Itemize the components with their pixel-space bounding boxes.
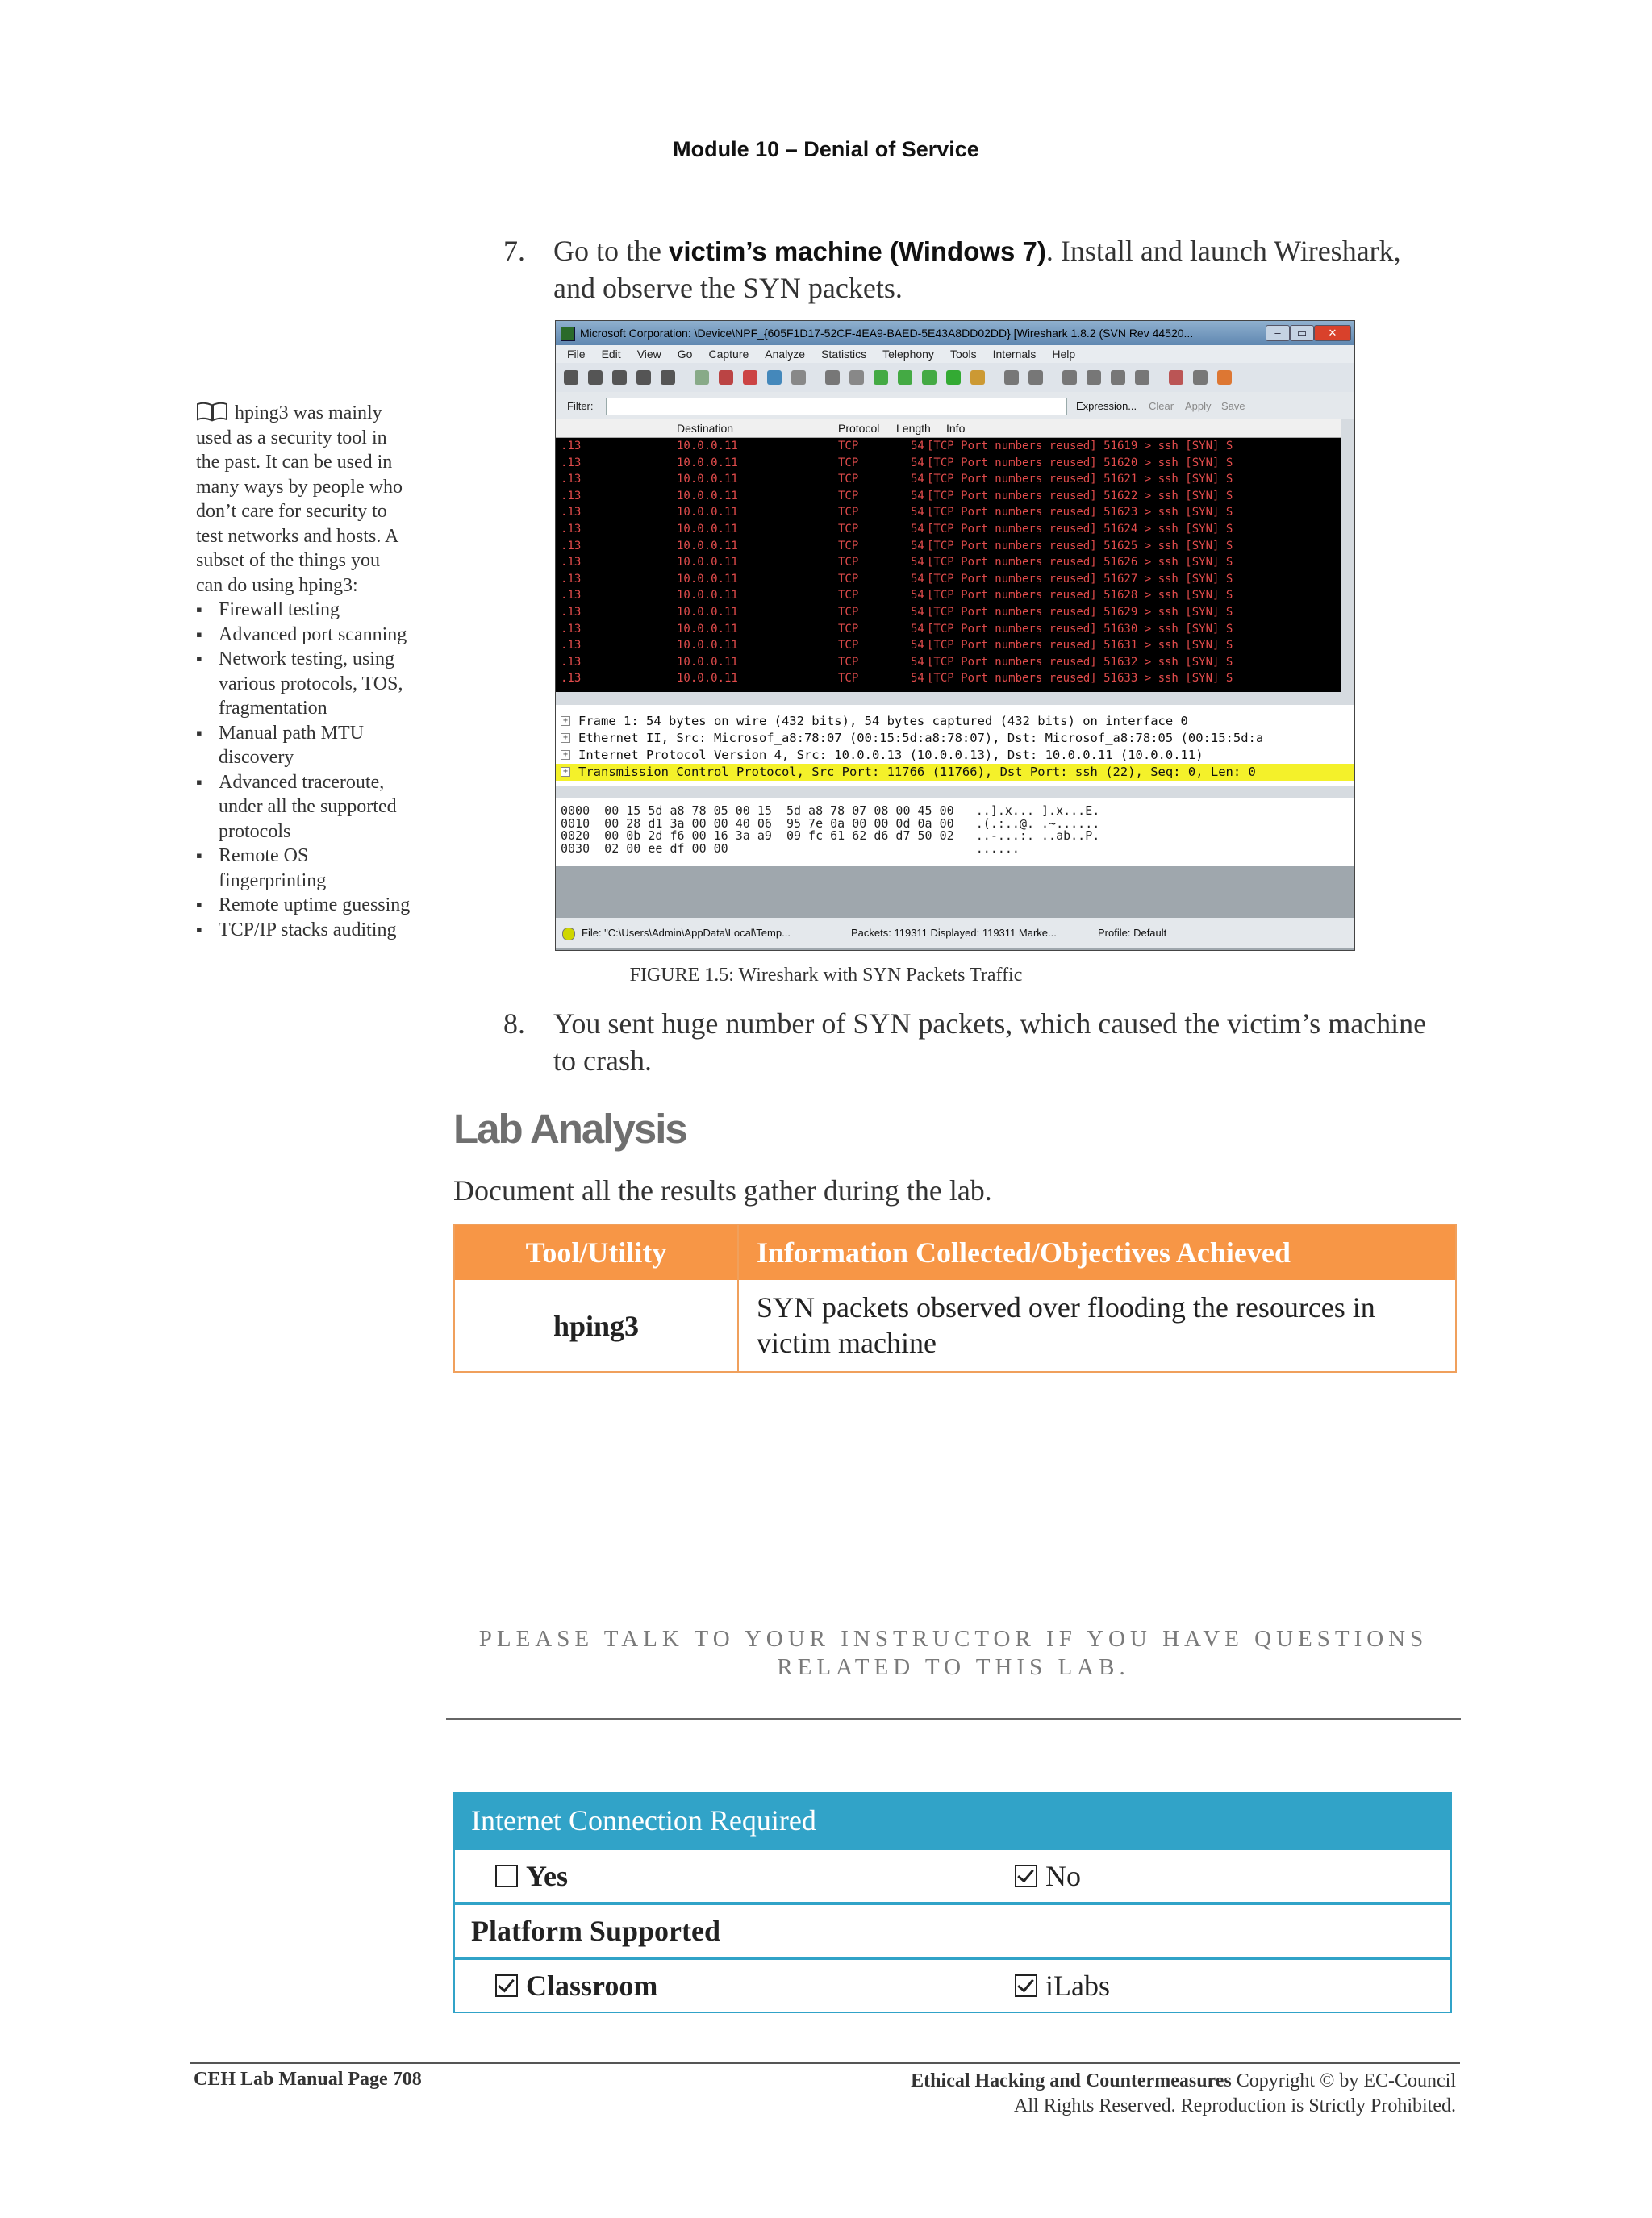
sidebar-item-line: Advanced traceroute, bbox=[219, 771, 385, 793]
menu-item: Help bbox=[1052, 348, 1076, 361]
packet-row bbox=[556, 538, 1341, 555]
packet-src: .13 bbox=[561, 672, 582, 686]
checkbox-no-icon bbox=[1015, 1865, 1037, 1887]
footer-title: Ethical Hacking and Countermeasures bbox=[911, 2070, 1232, 2091]
toolbar-icon bbox=[636, 370, 651, 385]
no-option bbox=[1015, 1850, 1081, 1902]
packet-src: .13 bbox=[561, 539, 582, 552]
menu-item: Statistics bbox=[821, 348, 867, 361]
footer-rights: All Rights Reserved. Reproduction is Strictly Prohibited. bbox=[1014, 2095, 1456, 2116]
platform-row bbox=[453, 1958, 1452, 2013]
packet-bytes bbox=[556, 798, 1354, 866]
book-icon bbox=[196, 401, 228, 422]
packet-row bbox=[556, 488, 1341, 505]
packet-src: .13 bbox=[561, 440, 582, 452]
packet-len: 54 bbox=[911, 456, 924, 469]
packet-details bbox=[556, 705, 1354, 786]
sidebar-note bbox=[196, 401, 438, 942]
footer-copyright-text: Copyright © by EC-Council bbox=[1231, 2070, 1456, 2091]
step-text-pre: Go to the bbox=[553, 235, 669, 267]
maximize-icon: ▭ bbox=[1290, 325, 1314, 341]
sidebar-intro-line: used as a security tool in bbox=[196, 427, 387, 448]
expression-button: Expression... bbox=[1076, 400, 1137, 412]
packet-info: [TCP Port numbers reused] 51624 > ssh [SYN] S bbox=[927, 523, 1233, 536]
packet-info: [TCP Port numbers reused] 51630 > ssh [SYN] S bbox=[927, 622, 1233, 636]
detail-row bbox=[556, 764, 1354, 781]
yes-label: Yes bbox=[526, 1860, 568, 1892]
apply-button: Apply bbox=[1185, 400, 1212, 412]
packet-dst: 10.0.0.11 bbox=[677, 556, 738, 569]
notice-line2: RELATED TO THIS LAB. bbox=[777, 1654, 1130, 1680]
menu-item: View bbox=[636, 348, 661, 361]
packet-src: .13 bbox=[561, 473, 582, 486]
packet-dst: 10.0.0.11 bbox=[677, 606, 738, 619]
packet-src: .13 bbox=[561, 556, 582, 569]
save-button: Save bbox=[1221, 400, 1245, 412]
requirements-table bbox=[453, 1792, 1452, 2018]
minimize-icon: – bbox=[1266, 325, 1290, 341]
classroom-option bbox=[495, 1960, 657, 2012]
filter-toolbar bbox=[556, 392, 1354, 419]
ilabs-label: iLabs bbox=[1045, 1970, 1110, 2002]
sidebar-intro-text bbox=[196, 402, 403, 596]
bytes-row: 0030 02 00 ee df 00 00 ...... bbox=[561, 840, 1020, 856]
toolbar-icon bbox=[1087, 370, 1101, 385]
packet-src: .13 bbox=[561, 639, 582, 652]
packet-info: [TCP Port numbers reused] 51628 > ssh [SYN] S bbox=[927, 589, 1233, 602]
packet-src: .13 bbox=[561, 606, 582, 619]
menu-item: Edit bbox=[601, 348, 621, 361]
toolbar-icon bbox=[661, 370, 675, 385]
packet-row bbox=[556, 521, 1341, 538]
table-cell-tool: hping3 bbox=[553, 1310, 640, 1342]
column-protocol: Protocol bbox=[838, 422, 880, 435]
packet-len: 54 bbox=[911, 606, 924, 619]
status-indicator-icon bbox=[562, 928, 575, 940]
step-number: 8. bbox=[503, 1007, 525, 1040]
expand-icon: + bbox=[561, 750, 570, 760]
internet-row bbox=[453, 1849, 1452, 1903]
toolbar-icon bbox=[612, 370, 627, 385]
clear-button: Clear bbox=[1149, 400, 1174, 412]
packet-src: .13 bbox=[561, 523, 582, 536]
toolbar-icon bbox=[970, 370, 985, 385]
packet-proto: TCP bbox=[838, 606, 859, 619]
footer-divider bbox=[190, 2062, 1460, 2064]
packet-proto: TCP bbox=[838, 506, 859, 519]
yes-option bbox=[495, 1850, 568, 1902]
bytes-row: 0010 00 28 d1 3a 00 00 40 06 95 7e 0a 00 00 0d 0a 00 .(.:..@. .~...... bbox=[561, 815, 1100, 831]
footer-page: CEH Lab Manual Page 708 bbox=[194, 2069, 422, 2090]
packet-len: 54 bbox=[911, 572, 924, 586]
packet-rows bbox=[556, 438, 1341, 692]
step-text-line2: to crash. bbox=[553, 1044, 652, 1077]
detail-text: Transmission Control Protocol, Src Port: 11766 (11766), Dst Port: ssh (22), Seq: 0, Len: 0 bbox=[578, 765, 1256, 779]
table-cell-info-line2: victim machine bbox=[757, 1327, 937, 1359]
packet-proto: TCP bbox=[838, 589, 859, 602]
toolbar-icon bbox=[767, 370, 782, 385]
column-destination: Destination bbox=[677, 422, 734, 435]
detail-text: Ethernet II, Src: Microsof_a8:78:07 (00:15:5d:a8:78:07), Dst: Microsof_a8:78:05 (00:15:5d:a bbox=[578, 731, 1264, 745]
detail-row bbox=[556, 730, 1354, 747]
packet-info: [TCP Port numbers reused] 51623 > ssh [SYN] S bbox=[927, 506, 1233, 519]
internet-heading bbox=[453, 1792, 1452, 1849]
step-number: 7. bbox=[503, 235, 525, 267]
step-text-bold: victim’s machine (Windows 7) bbox=[668, 236, 1046, 266]
step-text-line2: and observe the SYN packets. bbox=[553, 272, 903, 304]
packet-dst: 10.0.0.11 bbox=[677, 506, 738, 519]
toolbar-icon bbox=[564, 370, 578, 385]
divider bbox=[446, 1718, 1461, 1720]
detail-row bbox=[556, 713, 1354, 730]
packet-dst: 10.0.0.11 bbox=[677, 440, 738, 452]
toolbar-icon bbox=[849, 370, 864, 385]
packet-row bbox=[556, 455, 1341, 472]
packet-src: .13 bbox=[561, 655, 582, 669]
packet-src: .13 bbox=[561, 489, 582, 502]
filter-input bbox=[606, 398, 1067, 415]
step-text bbox=[553, 232, 1401, 270]
table-header-info: Information Collected/Objectives Achieved bbox=[739, 1225, 1455, 1280]
packet-dst: 10.0.0.11 bbox=[677, 489, 738, 502]
sidebar-item-line: TCP/IP stacks auditing bbox=[219, 919, 397, 940]
status-file: File: "C:\Users\Admin\AppData\Local\Temp... bbox=[582, 927, 791, 939]
packet-dst: 10.0.0.11 bbox=[677, 473, 738, 486]
detail-text: Frame 1: 54 bytes on wire (432 bits), 54 bytes captured (432 bits) on interface 0 bbox=[578, 714, 1188, 728]
main-toolbar bbox=[556, 363, 1354, 393]
no-label: No bbox=[1045, 1860, 1081, 1892]
packet-proto: TCP bbox=[838, 440, 859, 452]
packet-len: 54 bbox=[911, 589, 924, 602]
packet-dst: 10.0.0.11 bbox=[677, 622, 738, 636]
sidebar-item-line: Firewall testing bbox=[219, 599, 340, 620]
packet-proto: TCP bbox=[838, 655, 859, 669]
menu-item: Capture bbox=[708, 348, 749, 361]
packet-row bbox=[556, 604, 1341, 621]
sidebar-list-item bbox=[196, 647, 438, 721]
toolbar-icon bbox=[825, 370, 840, 385]
step-8 bbox=[503, 1005, 1471, 1079]
sidebar-intro-line: subset of the things you bbox=[196, 550, 380, 571]
toolbar-icon bbox=[1217, 370, 1232, 385]
menu-item: Internals bbox=[992, 348, 1037, 361]
packet-row bbox=[556, 621, 1341, 638]
packet-dst: 10.0.0.11 bbox=[677, 572, 738, 586]
table-header-tool: Tool/Utility bbox=[455, 1225, 737, 1280]
detail-text: Internet Protocol Version 4, Src: 10.0.0.13 (10.0.0.13), Dst: 10.0.0.11 (10.0.0.11) bbox=[578, 748, 1204, 762]
packet-proto: TCP bbox=[838, 672, 859, 686]
packet-row bbox=[556, 571, 1341, 588]
column-length: Length bbox=[896, 422, 931, 435]
packet-len: 54 bbox=[911, 639, 924, 652]
packet-proto: TCP bbox=[838, 639, 859, 652]
checkbox-classroom-icon bbox=[495, 1974, 518, 1997]
packet-info: [TCP Port numbers reused] 51622 > ssh [SYN] S bbox=[927, 489, 1233, 502]
lab-analysis-heading: Lab Analysis bbox=[453, 1106, 686, 1152]
platform-heading-text: Platform Supported bbox=[471, 1915, 720, 1947]
toolbar-icon bbox=[1062, 370, 1077, 385]
toolbar-icon bbox=[1169, 370, 1183, 385]
sidebar-intro bbox=[196, 401, 438, 598]
packet-row bbox=[556, 654, 1341, 671]
packet-src: .13 bbox=[561, 589, 582, 602]
window-titlebar bbox=[556, 321, 1354, 345]
packet-dst: 10.0.0.11 bbox=[677, 639, 738, 652]
packet-row bbox=[556, 554, 1341, 571]
horizontal-scrollbar bbox=[556, 692, 1354, 705]
sidebar-item-line: Network testing, using bbox=[219, 648, 394, 669]
checkbox-yes-icon bbox=[495, 1865, 518, 1887]
menu-item: Telephony bbox=[882, 348, 934, 361]
toolbar-icon bbox=[1004, 370, 1019, 385]
packet-info: [TCP Port numbers reused] 51633 > ssh [SYN] S bbox=[927, 672, 1233, 686]
toolbar-icon bbox=[588, 370, 603, 385]
packet-info: [TCP Port numbers reused] 51627 > ssh [SYN] S bbox=[927, 572, 1233, 586]
sidebar-list-item bbox=[196, 844, 438, 893]
step-text: You sent huge number of SYN packets, which caused the victim’s machine bbox=[553, 1007, 1427, 1040]
expand-icon: + bbox=[561, 733, 570, 743]
packet-proto: TCP bbox=[838, 622, 859, 636]
ilabs-option bbox=[1015, 1960, 1110, 2012]
sidebar-list-item bbox=[196, 770, 438, 844]
toolbar-icon bbox=[719, 370, 733, 385]
toolbar-icon bbox=[1111, 370, 1125, 385]
footer-copyright bbox=[911, 2069, 1456, 2119]
packet-row bbox=[556, 438, 1341, 455]
status-packets: Packets: 119311 Displayed: 119311 Marke... bbox=[851, 927, 1057, 939]
packet-row bbox=[556, 670, 1341, 687]
sidebar-list-item bbox=[196, 893, 438, 918]
packet-info: [TCP Port numbers reused] 51631 > ssh [SYN] S bbox=[927, 639, 1233, 652]
sidebar-intro-line: hping3 was mainly bbox=[235, 402, 382, 423]
packet-dst: 10.0.0.11 bbox=[677, 539, 738, 552]
internet-heading-text: Internet Connection Required bbox=[471, 1804, 816, 1837]
sidebar-item-line: fingerprinting bbox=[219, 869, 327, 891]
packet-len: 54 bbox=[911, 672, 924, 686]
column-info: Info bbox=[946, 422, 966, 435]
packet-len: 54 bbox=[911, 539, 924, 552]
packet-info: [TCP Port numbers reused] 51632 > ssh [SYN] S bbox=[927, 655, 1233, 669]
packet-len: 54 bbox=[911, 523, 924, 536]
window-title: Microsoft Corporation: \Device\NPF_{605F1D17-52CF-4EA9-BAED-5E43A8DD02DD} [Wireshark 1.8.2 (SVN Rev 44520... bbox=[580, 327, 1194, 340]
sidebar-item-line: discovery bbox=[219, 747, 294, 768]
sidebar-intro-line: don’t care for security to bbox=[196, 501, 387, 522]
packet-dst: 10.0.0.11 bbox=[677, 672, 738, 686]
sidebar-intro-line: the past. It can be used in bbox=[196, 452, 393, 473]
packet-dst: 10.0.0.11 bbox=[677, 589, 738, 602]
packet-proto: TCP bbox=[838, 489, 859, 502]
vertical-scrollbar bbox=[1341, 419, 1354, 692]
packet-len: 54 bbox=[911, 489, 924, 502]
filter-label: Filter: bbox=[567, 400, 594, 412]
horizontal-scrollbar bbox=[556, 786, 1354, 798]
step-text-post: . Install and launch Wireshark, bbox=[1045, 235, 1401, 267]
instructor-notice bbox=[453, 1625, 1454, 1682]
sidebar-list bbox=[196, 598, 438, 942]
sidebar-item-line: Advanced port scanning bbox=[219, 623, 407, 645]
toolbar-icon bbox=[1135, 370, 1149, 385]
packet-src: .13 bbox=[561, 456, 582, 469]
toolbar-icon bbox=[898, 370, 912, 385]
packet-src: .13 bbox=[561, 572, 582, 586]
menu-item: Analyze bbox=[765, 348, 806, 361]
step-7 bbox=[503, 232, 1471, 306]
menu-item: Tools bbox=[949, 348, 977, 361]
sidebar-item-line: Manual path MTU bbox=[219, 722, 364, 744]
status-bar bbox=[556, 918, 1354, 948]
packet-info: [TCP Port numbers reused] 51626 > ssh [SYN] S bbox=[927, 556, 1233, 569]
packet-len: 54 bbox=[911, 622, 924, 636]
packet-proto: TCP bbox=[838, 456, 859, 469]
checkbox-ilabs-icon bbox=[1015, 1974, 1037, 1997]
packet-proto: TCP bbox=[838, 539, 859, 552]
detail-row bbox=[556, 747, 1354, 764]
packet-row bbox=[556, 471, 1341, 488]
packet-len: 54 bbox=[911, 440, 924, 452]
toolbar-icon bbox=[1193, 370, 1208, 385]
sidebar-intro-line: can do using hping3: bbox=[196, 574, 358, 596]
packet-info: [TCP Port numbers reused] 51620 > ssh [SYN] S bbox=[927, 456, 1233, 469]
sidebar-intro-line: many ways by people who bbox=[196, 476, 403, 498]
sidebar-list-item bbox=[196, 598, 438, 623]
sidebar-item-line: various protocols, TOS, bbox=[219, 673, 403, 694]
packet-dst: 10.0.0.11 bbox=[677, 655, 738, 669]
packet-len: 54 bbox=[911, 506, 924, 519]
packet-proto: TCP bbox=[838, 523, 859, 536]
packet-info: [TCP Port numbers reused] 51625 > ssh [SYN] S bbox=[927, 539, 1233, 552]
toolbar-icon bbox=[791, 370, 806, 385]
packet-len: 54 bbox=[911, 655, 924, 669]
packet-info: [TCP Port numbers reused] 51619 > ssh [SYN] S bbox=[927, 440, 1233, 452]
expand-icon: + bbox=[561, 716, 570, 726]
module-header: Module 10 – Denial of Service bbox=[673, 137, 979, 161]
menu-item: Go bbox=[677, 348, 693, 361]
packet-len: 54 bbox=[911, 473, 924, 486]
close-icon: ✕ bbox=[1314, 325, 1351, 341]
bytes-row: 0020 00 0b 2d f6 00 16 3a a9 09 fc 61 62 d6 d7 50 02 ..-...:. ..ab..P. bbox=[561, 828, 1100, 843]
packet-list-header bbox=[556, 419, 1341, 438]
sidebar-list-item bbox=[196, 721, 438, 770]
sidebar-item-line: protocols bbox=[219, 820, 291, 842]
toolbar-icon bbox=[922, 370, 937, 385]
platform-heading bbox=[453, 1903, 1452, 1958]
sidebar-list-item bbox=[196, 918, 438, 943]
toolbar-icon bbox=[946, 370, 961, 385]
classroom-label: Classroom bbox=[526, 1970, 658, 2002]
wireshark-icon bbox=[561, 327, 575, 341]
packet-row bbox=[556, 504, 1341, 521]
packet-list bbox=[556, 419, 1341, 692]
toolbar-icon bbox=[743, 370, 757, 385]
packet-row bbox=[556, 587, 1341, 604]
menu-item: File bbox=[567, 348, 586, 361]
expand-icon: + bbox=[561, 767, 570, 777]
packet-len: 54 bbox=[911, 556, 924, 569]
toolbar-icon bbox=[874, 370, 888, 385]
sidebar-item-line: Remote uptime guessing bbox=[219, 894, 411, 915]
packet-dst: 10.0.0.11 bbox=[677, 456, 738, 469]
packet-proto: TCP bbox=[838, 556, 859, 569]
table-cell-info-line1: SYN packets observed over flooding the resources in bbox=[757, 1291, 1375, 1324]
packet-src: .13 bbox=[561, 506, 582, 519]
packet-row bbox=[556, 637, 1341, 654]
toolbar-icon bbox=[695, 370, 709, 385]
wireshark-screenshot bbox=[555, 320, 1355, 951]
packet-src: .13 bbox=[561, 622, 582, 636]
sidebar-item-line: under all the supported bbox=[219, 796, 397, 817]
figure-caption: FIGURE 1.5: Wireshark with SYN Packets Traffic bbox=[629, 965, 1023, 986]
lab-analysis-text: Document all the results gather during the lab. bbox=[453, 1174, 992, 1207]
packet-proto: TCP bbox=[838, 473, 859, 486]
packet-dst: 10.0.0.11 bbox=[677, 523, 738, 536]
table-cell-info bbox=[757, 1282, 1450, 1379]
sidebar-item-line: Remote OS bbox=[219, 845, 309, 866]
packet-info: [TCP Port numbers reused] 51621 > ssh [SYN] S bbox=[927, 473, 1233, 486]
results-table bbox=[453, 1224, 1457, 1373]
sidebar-intro-line: test networks and hosts. A bbox=[196, 525, 399, 547]
toolbar-icon bbox=[1028, 370, 1043, 385]
bytes-row: 0000 00 15 5d a8 78 05 00 15 5d a8 78 07 08 00 45 00 ..].x... ].x...E. bbox=[561, 803, 1100, 818]
packet-info: [TCP Port numbers reused] 51629 > ssh [SYN] S bbox=[927, 606, 1233, 619]
status-profile: Profile: Default bbox=[1098, 927, 1167, 939]
sidebar-list-item bbox=[196, 623, 438, 648]
packet-proto: TCP bbox=[838, 572, 859, 586]
table-divider bbox=[737, 1225, 739, 1371]
sidebar-item-line: fragmentation bbox=[219, 698, 327, 719]
notice-line1: PLEASE TALK TO YOUR INSTRUCTOR IF YOU HAVE QUESTIONS bbox=[478, 1626, 1429, 1652]
menu-bar bbox=[556, 345, 1354, 363]
